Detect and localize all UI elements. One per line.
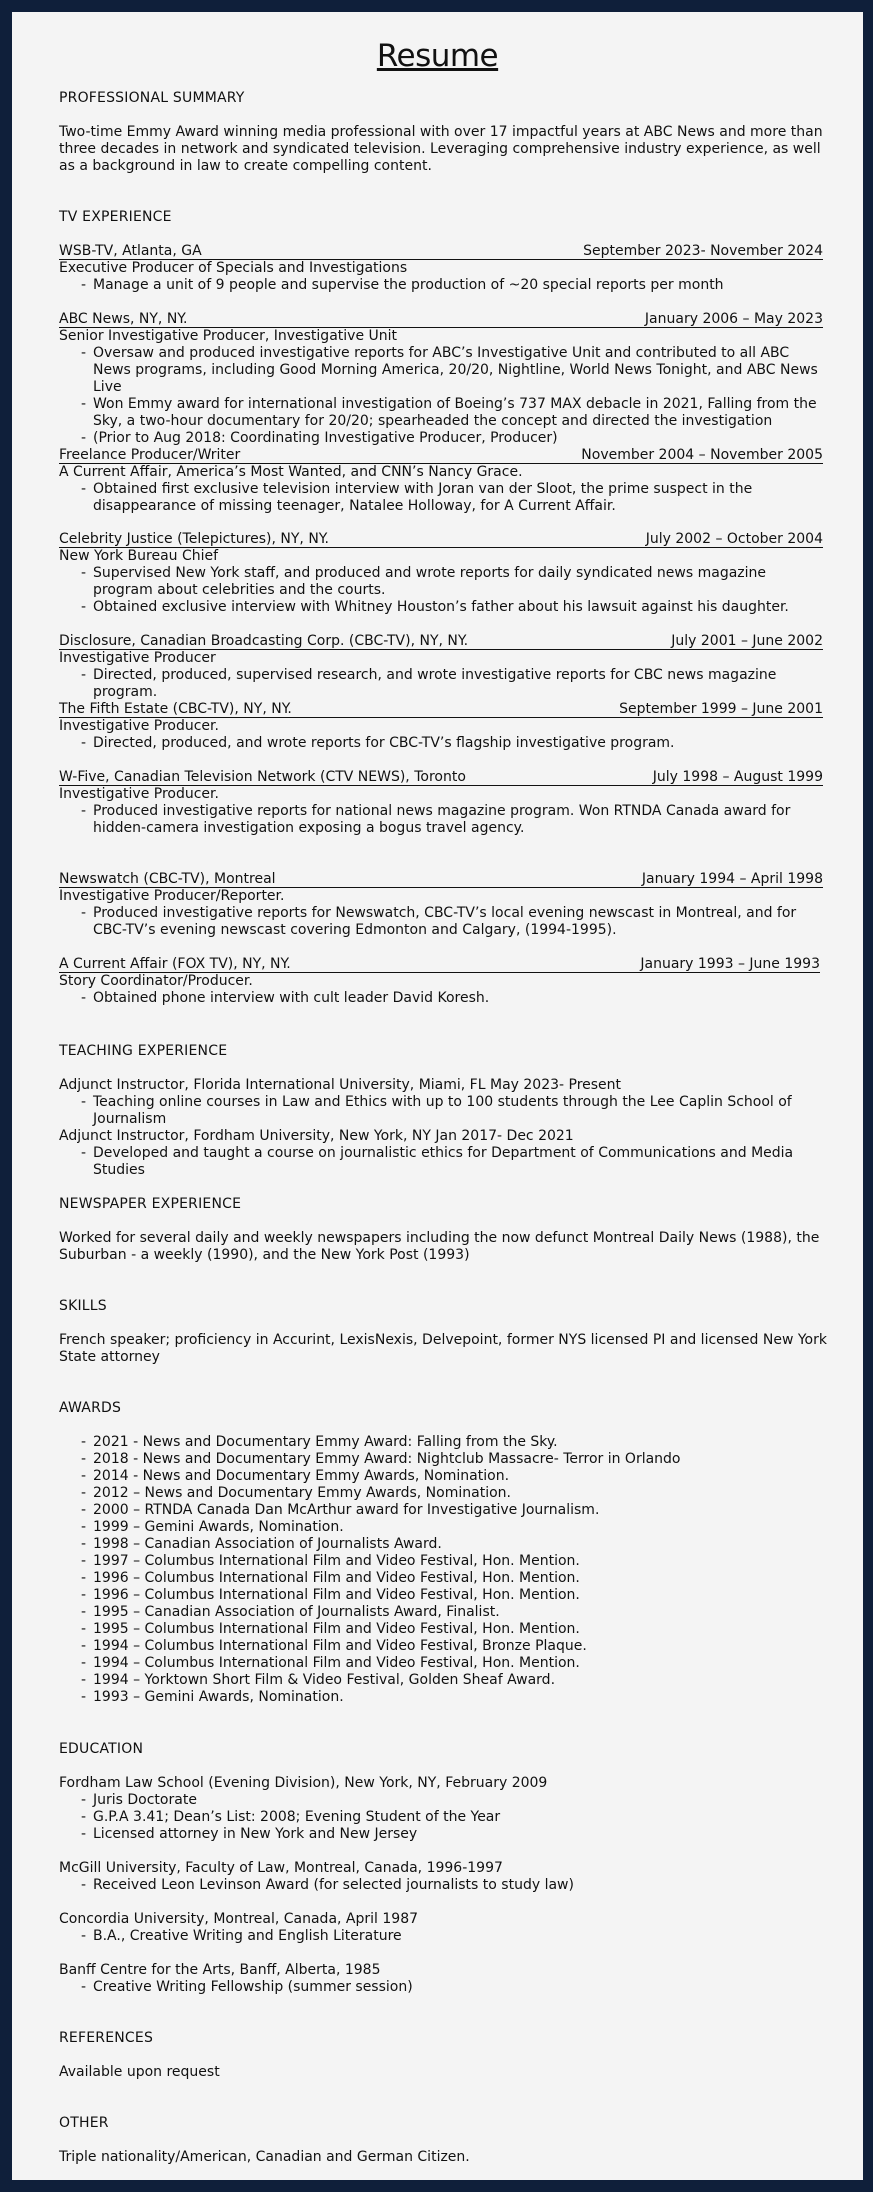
job-role: A Current Affair, America’s Most Wanted, and CNN’s Nancy Grace. bbox=[59, 464, 523, 480]
education-entry bbox=[59, 1860, 839, 1894]
job-entry bbox=[59, 311, 823, 447]
job-bullet: - (Prior to Aug 2018: Coordinating Investigative Producer, Producer) bbox=[93, 430, 823, 447]
summary-text: Two-time Emmy Award winning media professional with over 17 impactful years at ABC News and more than three decades in network and syndicated television. Leveraging comprehensive industry experience, as well as a background in law to create compelling content. bbox=[59, 124, 823, 174]
award-item: - 1995 – Columbus International Film and Video Festival, Hon. Mention. bbox=[93, 1621, 839, 1638]
award-item: - 1996 – Columbus International Film and Video Festival, Hon. Mention. bbox=[93, 1587, 839, 1604]
section-heading-newspaper: NEWSPAPER EXPERIENCE bbox=[59, 1196, 242, 1212]
section-heading-tv: TV EXPERIENCE bbox=[59, 209, 172, 225]
job-org: Freelance Producer/Writer bbox=[59, 447, 241, 463]
job-org: W-Five, Canadian Television Network (CTV NEWS), Toronto bbox=[59, 769, 466, 785]
skills-text: French speaker; proficiency in Accurint, LexisNexis, Delvepoint, former NYS licensed PI and licensed New York State attorney bbox=[59, 1332, 827, 1365]
education-bullet: - Licensed attorney in New York and New Jersey bbox=[93, 1826, 839, 1843]
award-item: - 1997 – Columbus International Film and Video Festival, Hon. Mention. bbox=[93, 1553, 839, 1570]
references-text: Available upon request bbox=[59, 2064, 220, 2080]
job-role: Story Coordinator/Producer. bbox=[59, 973, 253, 989]
education-bullet: - Creative Writing Fellowship (summer session) bbox=[93, 1979, 839, 1996]
award-item: - 2018 - News and Documentary Emmy Award: Nightclub Massacre- Terror in Orlando bbox=[93, 1451, 839, 1468]
other-text: Triple nationality/American, Canadian and German Citizen. bbox=[59, 2149, 470, 2165]
job-bullet: - Oversaw and produced investigative reports for ABC’s Investigative Unit and contributed to all ABC News programs, including Good Morning America, 20/20, Nightline, World News Tonight, and ABC News Live bbox=[93, 345, 823, 396]
job-org: Disclosure, Canadian Broadcasting Corp. (CBC-TV), NY, NY. bbox=[59, 633, 469, 649]
job-role: Investigative Producer. bbox=[59, 718, 219, 734]
job-org: The Fifth Estate (CBC-TV), NY, NY. bbox=[59, 701, 292, 717]
job-role: Investigative Producer. bbox=[59, 786, 219, 802]
job-bullet: - Directed, produced, and wrote reports for CBC-TV’s flagship investigative program. bbox=[93, 735, 823, 752]
education-bullet: - Received Leon Levinson Award (for selected journalists to study law) bbox=[93, 1877, 839, 1894]
award-item: - 1998 – Canadian Association of Journalists Award. bbox=[93, 1536, 839, 1553]
job-bullet: - Manage a unit of 9 people and supervise the production of ~20 special reports per month bbox=[93, 277, 823, 294]
job-bullet: - Supervised New York staff, and produced and wrote reports for daily syndicated news magazine program about celebrities and the courts. bbox=[93, 565, 823, 599]
award-item: - 2014 - News and Documentary Emmy Awards, Nomination. bbox=[93, 1468, 839, 1485]
teaching-line: Adjunct Instructor, Florida International University, Miami, FL May 2023- Present bbox=[59, 1077, 622, 1093]
job-dates: January 1993 – June 1993 bbox=[640, 956, 820, 972]
newspaper-text: Worked for several daily and weekly newspapers including the now defunct Montreal Daily News (1988), the Suburban - a weekly (1990), and the New York Post (1993) bbox=[59, 1230, 820, 1263]
job-org: ABC News, NY, NY. bbox=[59, 311, 188, 327]
teaching-entry bbox=[59, 1077, 839, 1128]
award-item: - 1994 – Yorktown Short Film & Video Festival, Golden Sheaf Award. bbox=[93, 1672, 839, 1689]
section-heading-other: OTHER bbox=[59, 2115, 109, 2131]
award-item: - 2021 - News and Documentary Emmy Award: Falling from the Sky. bbox=[93, 1434, 839, 1451]
job-dates: November 2004 – November 2005 bbox=[581, 447, 823, 463]
award-item: - 1999 – Gemini Awards, Nomination. bbox=[93, 1519, 839, 1536]
job-entry bbox=[59, 871, 823, 939]
job-org: Celebrity Justice (Telepictures), NY, NY. bbox=[59, 531, 329, 547]
job-dates: September 1999 – June 2001 bbox=[619, 701, 823, 717]
job-dates: July 2001 – June 2002 bbox=[671, 633, 823, 649]
award-item: - 1996 – Columbus International Film and Video Festival, Hon. Mention. bbox=[93, 1570, 839, 1587]
job-entry bbox=[59, 633, 823, 701]
job-bullet: - Won Emmy award for international investigation of Boeing’s 737 MAX debacle in 2021, Falling from the Sky, a two-hour documentary for 20/20; spearheaded the concept and directed the investigation bbox=[93, 396, 823, 430]
job-entry bbox=[59, 243, 823, 294]
job-dates: July 2002 – October 2004 bbox=[645, 531, 823, 547]
teaching-bullet: - Teaching online courses in Law and Ethics with up to 100 students through the Lee Caplin School of Journalism bbox=[93, 1094, 839, 1128]
awards-list bbox=[59, 1434, 839, 1706]
education-line: Banff Centre for the Arts, Banff, Alberta, 1985 bbox=[59, 1962, 381, 1978]
education-entry bbox=[59, 1911, 839, 1945]
job-role: Investigative Producer bbox=[59, 650, 216, 666]
award-item: - 2000 – RTNDA Canada Dan McArthur award for Investigative Journalism. bbox=[93, 1502, 839, 1519]
job-dates: January 2006 – May 2023 bbox=[644, 311, 823, 327]
job-dates: July 1998 – August 1999 bbox=[652, 769, 823, 785]
job-dates: January 1994 – April 1998 bbox=[641, 871, 823, 887]
teaching-bullet: - Developed and taught a course on journalistic ethics for Department of Communications and Media Studies bbox=[93, 1145, 839, 1179]
section-heading-teaching: TEACHING EXPERIENCE bbox=[59, 1043, 228, 1059]
education-bullet: - G.P.A 3.41; Dean’s List: 2008; Evening Student of the Year bbox=[93, 1809, 839, 1826]
job-dates: September 2023- November 2024 bbox=[583, 243, 823, 259]
section-heading-references: REFERENCES bbox=[59, 2030, 154, 2046]
teaching-entry bbox=[59, 1128, 839, 1179]
job-role: Investigative Producer/Reporter. bbox=[59, 888, 285, 904]
award-item: - 1993 – Gemini Awards, Nomination. bbox=[93, 1689, 839, 1706]
job-role: Senior Investigative Producer, Investigative Unit bbox=[59, 328, 398, 344]
job-bullet: - Obtained phone interview with cult leader David Koresh. bbox=[93, 990, 820, 1007]
resume-page bbox=[12, 12, 863, 2180]
award-item: - 1994 – Columbus International Film and Video Festival, Bronze Plaque. bbox=[93, 1638, 839, 1655]
job-entry bbox=[59, 956, 820, 1007]
section-heading-skills: SKILLS bbox=[59, 1298, 107, 1314]
job-entry bbox=[59, 447, 823, 515]
job-bullet: - Obtained first exclusive television interview with Joran van der Sloot, the prime suspect in the disappearance of missing teenager, Natalee Holloway, for A Current Affair. bbox=[93, 481, 823, 515]
teaching-line: Adjunct Instructor, Fordham University, New York, NY Jan 2017- Dec 2021 bbox=[59, 1128, 574, 1144]
education-entry bbox=[59, 1962, 839, 1996]
education-line: Fordham Law School (Evening Division), New York, NY, February 2009 bbox=[59, 1775, 548, 1791]
award-item: - 1994 – Columbus International Film and Video Festival, Hon. Mention. bbox=[93, 1655, 839, 1672]
job-org: WSB-TV, Atlanta, GA bbox=[59, 243, 202, 259]
section-heading-summary: PROFESSIONAL SUMMARY bbox=[59, 90, 245, 106]
education-bullet: - B.A., Creative Writing and English Literature bbox=[93, 1928, 839, 1945]
job-role: Executive Producer of Specials and Investigations bbox=[59, 260, 408, 276]
job-org: A Current Affair (FOX TV), NY, NY. bbox=[59, 956, 291, 972]
section-heading-awards: AWARDS bbox=[59, 1400, 122, 1416]
education-bullet: - Juris Doctorate bbox=[93, 1792, 839, 1809]
education-line: McGill University, Faculty of Law, Montreal, Canada, 1996-1997 bbox=[59, 1860, 503, 1876]
job-entry bbox=[59, 769, 823, 837]
job-bullet: - Directed, produced, supervised research, and wrote investigative reports for CBC news magazine program. bbox=[93, 667, 823, 701]
page-title: Resume bbox=[376, 38, 499, 74]
award-item: - 2012 – News and Documentary Emmy Awards, Nomination. bbox=[93, 1485, 839, 1502]
section-heading-education: EDUCATION bbox=[59, 1741, 144, 1757]
job-bullet: - Obtained exclusive interview with Whitney Houston’s father about his lawsuit against his daughter. bbox=[93, 599, 823, 616]
job-org: Newswatch (CBC-TV), Montreal bbox=[59, 871, 276, 887]
job-role: New York Bureau Chief bbox=[59, 548, 219, 564]
job-entry bbox=[59, 701, 823, 752]
job-bullet: - Produced investigative reports for Newswatch, CBC-TV’s local evening newscast in Montreal, and for CBC-TV’s evening newscast covering Edmonton and Calgary, (1994-1995). bbox=[93, 905, 823, 939]
education-line: Concordia University, Montreal, Canada, April 1987 bbox=[59, 1911, 419, 1927]
job-entry bbox=[59, 531, 823, 616]
award-item: - 1995 – Canadian Association of Journalists Award, Finalist. bbox=[93, 1604, 839, 1621]
job-bullet: - Produced investigative reports for national news magazine program. Won RTNDA Canada award for hidden-camera investigation exposing a bogus travel agency. bbox=[93, 803, 823, 837]
education-entry bbox=[59, 1775, 839, 1843]
